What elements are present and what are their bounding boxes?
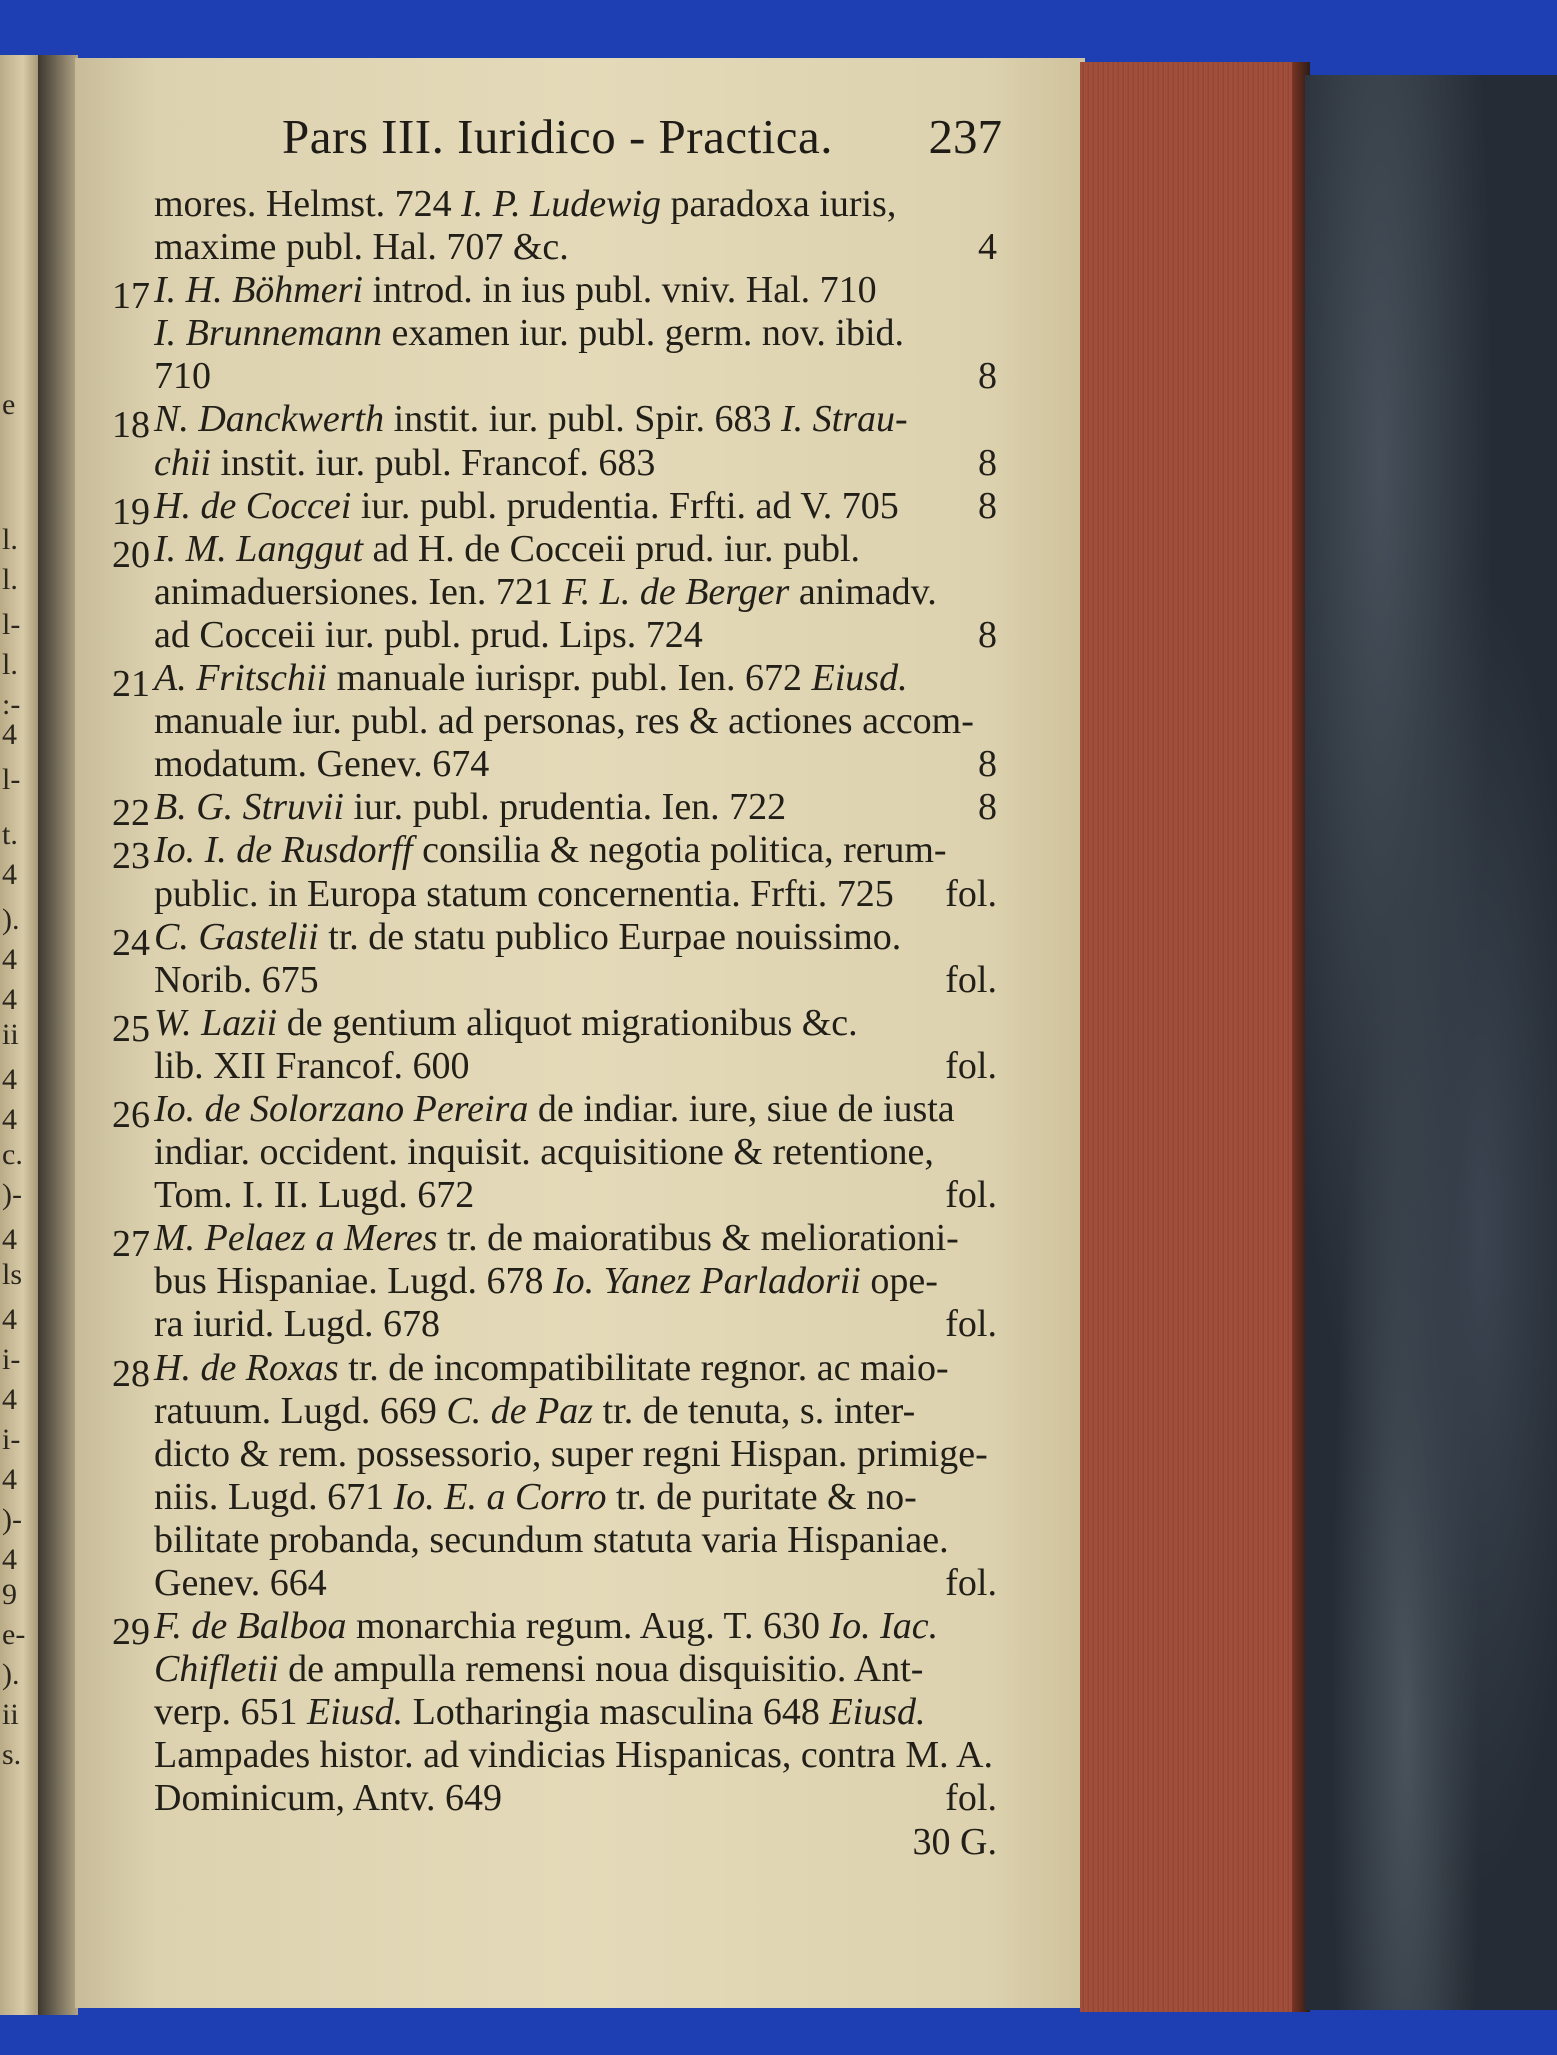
text-segment: manuale iur. publ. ad personas, res & actiones accom- bbox=[154, 700, 974, 743]
text-segment: Norib. 675 bbox=[154, 958, 319, 1001]
text-segment: introd. in ius publ. vniv. Hal. 710 bbox=[362, 269, 877, 312]
text-line bbox=[112, 828, 997, 878]
line-text bbox=[154, 1733, 993, 1777]
text-segment: iur. publ. prudentia. Frfti. ad V. 705 bbox=[351, 484, 899, 527]
text-segment: tr. de incompatibilitate regnor. ac maio- bbox=[338, 1346, 949, 1389]
author-name: N. Danckwerth bbox=[154, 398, 385, 441]
header-title: Pars III. Iuridico - Practica. bbox=[282, 109, 834, 164]
text-segment: tr. de maioratibus & meliorationi- bbox=[437, 1217, 959, 1260]
entry-number: 27 bbox=[112, 1223, 150, 1266]
text-line bbox=[112, 1173, 997, 1216]
text-line bbox=[112, 1776, 997, 1819]
text-segment: Genev. 664 bbox=[154, 1562, 327, 1604]
left-fragment: l. bbox=[2, 523, 18, 556]
line-text bbox=[154, 1087, 955, 1131]
text-line bbox=[112, 1259, 997, 1302]
entry-number: 29 bbox=[112, 1611, 150, 1654]
line-text bbox=[154, 570, 937, 614]
line-text bbox=[154, 354, 211, 398]
line-text bbox=[154, 1044, 470, 1088]
text-segment: mores. Helmst. 724 bbox=[154, 183, 462, 225]
left-fragment: l. bbox=[2, 648, 18, 681]
text-line bbox=[112, 397, 997, 447]
page-fore-edge bbox=[1080, 62, 1310, 2012]
line-text bbox=[154, 1216, 959, 1260]
text-segment: de gentium aliquot migrationibus &c. bbox=[277, 1001, 858, 1044]
left-fragment: 4 bbox=[2, 1383, 17, 1416]
format-label: fol. bbox=[945, 1777, 997, 1820]
left-fragment: 4 bbox=[2, 943, 17, 976]
left-fragment: :- bbox=[2, 688, 21, 721]
format-label: 4 bbox=[978, 226, 997, 269]
text-line bbox=[112, 656, 997, 706]
text-segment: paradoxa iuris, bbox=[661, 183, 897, 225]
line-text bbox=[154, 1259, 938, 1303]
left-fragment: e- bbox=[2, 1618, 26, 1651]
text-segment: tr. de tenuta, s. inter- bbox=[593, 1389, 916, 1432]
text-line bbox=[112, 182, 997, 225]
line-text bbox=[154, 785, 786, 829]
author-name: C. de Paz bbox=[446, 1389, 594, 1432]
text-segment: Dominicum, Antv. 649 bbox=[154, 1777, 502, 1820]
left-fragment: ls bbox=[2, 1258, 23, 1291]
author-name: Io. Yanez Parladorii bbox=[552, 1260, 861, 1303]
left-fragment: 4 bbox=[2, 1063, 17, 1096]
text-line bbox=[112, 527, 997, 576]
format-label: fol. bbox=[945, 1174, 997, 1217]
text-line bbox=[112, 1389, 997, 1432]
left-fragment: )- bbox=[2, 1178, 22, 1211]
left-fragment: ). bbox=[2, 1658, 20, 1691]
entry-number: 23 bbox=[112, 835, 150, 878]
text-segment: ope- bbox=[860, 1260, 938, 1303]
text-segment: ad Cocceii iur. publ. prud. Lips. 724 bbox=[154, 613, 703, 656]
text-line bbox=[112, 742, 997, 785]
author-name: I. P. Ludewig bbox=[461, 183, 662, 225]
left-fragment: l- bbox=[2, 763, 21, 796]
left-fragment: 4 bbox=[2, 1303, 17, 1336]
text-line bbox=[112, 785, 997, 835]
left-fragment: 4 bbox=[2, 1463, 17, 1496]
text-line bbox=[112, 613, 997, 656]
line-text bbox=[154, 1432, 988, 1476]
format-label: fol. bbox=[945, 958, 997, 1001]
line-text bbox=[154, 1604, 938, 1648]
author-name: C. Gastelii bbox=[154, 915, 319, 958]
line-text bbox=[154, 441, 655, 485]
author-name: I. M. Langgut bbox=[154, 527, 363, 570]
author-name: A. Fritschii bbox=[154, 657, 328, 700]
text-segment: maxime publ. Hal. 707 &c. bbox=[154, 226, 569, 269]
left-fragment: 4 bbox=[2, 1103, 17, 1136]
text-line bbox=[112, 1216, 997, 1266]
text-segment: ad H. de Cocceii prud. iur. publ. bbox=[363, 527, 861, 570]
bibliography-text bbox=[112, 182, 997, 1863]
line-text bbox=[154, 311, 904, 355]
text-line bbox=[112, 1475, 997, 1518]
text-segment: ratuum. Lugd. 669 bbox=[154, 1389, 447, 1432]
entry-number: 20 bbox=[112, 533, 150, 576]
text-segment: animadv. bbox=[789, 570, 937, 613]
entry-number: 25 bbox=[112, 1007, 150, 1050]
entry-number: 26 bbox=[112, 1093, 150, 1136]
left-fragment: ii bbox=[2, 1018, 19, 1051]
line-text bbox=[154, 268, 877, 312]
text-line bbox=[112, 311, 997, 354]
text-segment: public. in Europa statum concernentia. Frfti. 725 bbox=[154, 872, 894, 915]
text-segment: manuale iurispr. publ. Ien. 672 bbox=[327, 657, 812, 700]
text-segment: tr. de puritate & no- bbox=[606, 1475, 917, 1518]
line-text bbox=[154, 1561, 327, 1605]
text-segment: lib. XII Francof. 600 bbox=[154, 1044, 470, 1087]
entry-number: 21 bbox=[112, 663, 150, 706]
format-label: fol. bbox=[945, 872, 997, 915]
text-segment: tr. de statu publico Eurpae nouissimo. bbox=[318, 915, 902, 958]
line-text bbox=[154, 1647, 923, 1691]
left-fragment: ii bbox=[2, 1698, 19, 1731]
line-text bbox=[154, 1130, 934, 1174]
author-name: I. H. Böhmeri bbox=[154, 269, 363, 312]
author-name: Eiusd. bbox=[829, 1691, 926, 1734]
text-segment: dicto & rem. possessorio, super regni Hispan. primige- bbox=[154, 1432, 988, 1475]
left-fragment: 4 bbox=[2, 858, 17, 891]
left-fragment: )- bbox=[2, 1503, 22, 1536]
line-text bbox=[154, 1302, 440, 1346]
running-header bbox=[282, 108, 1002, 178]
line-text bbox=[154, 742, 489, 786]
text-line bbox=[112, 268, 997, 318]
entry-number: 22 bbox=[112, 792, 150, 835]
line-text bbox=[154, 1346, 949, 1390]
text-segment: iur. publ. prudentia. Ien. 722 bbox=[343, 786, 787, 829]
author-name: Io. Iac. bbox=[829, 1605, 939, 1648]
left-page-edge bbox=[0, 55, 38, 2015]
text-line bbox=[112, 1647, 997, 1690]
text-segment: ra iurid. Lugd. 678 bbox=[154, 1303, 441, 1346]
text-line bbox=[112, 699, 997, 742]
line-text bbox=[154, 1389, 915, 1433]
format-label: fol. bbox=[945, 1303, 997, 1346]
author-name: Io. I. de Rusdorff bbox=[154, 829, 413, 872]
book-cover bbox=[1305, 75, 1557, 2010]
text-line bbox=[112, 915, 997, 964]
author-name: M. Pelaez a Meres bbox=[154, 1217, 438, 1260]
author-name: Eiusd. bbox=[811, 657, 908, 700]
author-name: Io. de Solorzano Pereira bbox=[154, 1087, 529, 1130]
text-segment: indiar. occident. inquisit. acquisitione & retentione, bbox=[154, 1131, 934, 1174]
catchword: 30 G. bbox=[912, 1820, 997, 1863]
text-segment: consilia & negotia politica, rerum- bbox=[412, 829, 947, 872]
entry-number: 18 bbox=[112, 404, 150, 447]
left-fragment: 4 bbox=[2, 718, 17, 751]
text-line bbox=[112, 354, 997, 397]
text-segment: niis. Lugd. 671 bbox=[154, 1475, 394, 1518]
text-line bbox=[112, 1518, 997, 1561]
line-text bbox=[154, 484, 899, 528]
left-fragment: i- bbox=[2, 1423, 21, 1456]
left-fragment: c. bbox=[2, 1138, 23, 1171]
author-name: B. G. Struvii bbox=[154, 786, 344, 829]
text-line bbox=[112, 1044, 997, 1087]
line-text bbox=[154, 527, 860, 571]
text-line bbox=[112, 1130, 997, 1173]
text-line bbox=[112, 958, 997, 1001]
text-segment: examen iur. publ. germ. nov. ibid. bbox=[381, 312, 905, 355]
line-text bbox=[154, 958, 319, 1002]
line-text bbox=[154, 225, 569, 269]
format-label: 8 bbox=[978, 355, 997, 398]
author-name: Io. E. a Corro bbox=[393, 1475, 607, 1518]
author-name: F. de Balboa bbox=[154, 1605, 347, 1648]
line-text bbox=[154, 656, 908, 700]
entry-number: 17 bbox=[112, 275, 150, 318]
text-line bbox=[112, 1690, 997, 1733]
text-line bbox=[112, 1432, 997, 1475]
format-label: 8 bbox=[978, 613, 997, 656]
line-text bbox=[154, 182, 896, 226]
line-text bbox=[154, 1001, 858, 1045]
page-number: 237 bbox=[928, 109, 1002, 164]
format-label: 8 bbox=[978, 484, 997, 527]
catchword-line bbox=[112, 1820, 997, 1863]
text-line bbox=[112, 441, 997, 484]
text-segment: Lampades histor. ad vindicias Hispanicas, contra M. A. bbox=[154, 1734, 993, 1777]
line-text bbox=[154, 397, 908, 441]
text-segment: instit. iur. publ. Spir. 683 bbox=[384, 398, 782, 441]
left-fragment: t. bbox=[2, 818, 18, 851]
left-fragment: 4 bbox=[2, 1223, 17, 1256]
left-fragment: l. bbox=[2, 563, 18, 596]
line-text bbox=[154, 828, 947, 872]
line-text bbox=[154, 1518, 949, 1562]
text-segment: bilitate probanda, secundum statuta varia Hispaniae. bbox=[154, 1518, 949, 1561]
entry-number: 24 bbox=[112, 921, 150, 964]
text-segment: Tom. I. II. Lugd. 672 bbox=[154, 1174, 475, 1217]
text-line bbox=[112, 872, 997, 915]
author-name: Chifletii bbox=[154, 1648, 279, 1691]
text-segment: bus Hispaniae. Lugd. 678 bbox=[154, 1260, 553, 1303]
entry-number: 19 bbox=[112, 490, 150, 533]
left-fragment: l- bbox=[2, 608, 21, 641]
text-segment: Lotharingia masculina 648 bbox=[403, 1691, 830, 1734]
text-segment: de ampulla remensi noua disquisitio. Ant- bbox=[278, 1648, 924, 1691]
text-segment: animaduersiones. Ien. 721 bbox=[154, 570, 563, 613]
text-segment: modatum. Genev. 674 bbox=[154, 743, 490, 786]
line-text bbox=[154, 699, 974, 743]
format-label: fol. bbox=[945, 1044, 997, 1087]
book-gutter bbox=[38, 55, 78, 2015]
text-segment: 710 bbox=[154, 355, 211, 398]
text-line bbox=[112, 1001, 997, 1050]
left-fragment: 4 bbox=[2, 983, 17, 1016]
text-line bbox=[112, 1733, 997, 1776]
author-name: F. L. de Berger bbox=[562, 570, 790, 613]
line-text bbox=[154, 915, 901, 959]
text-line bbox=[112, 484, 997, 533]
author-name: Eiusd. bbox=[307, 1691, 404, 1734]
text-line bbox=[112, 570, 997, 613]
format-label: 8 bbox=[978, 743, 997, 786]
author-name: I. Brunnemann bbox=[154, 312, 382, 355]
left-page-fragments bbox=[0, 55, 34, 2015]
text-segment: de indiar. iure, siue de iusta bbox=[528, 1087, 955, 1130]
author-name: W. Lazii bbox=[154, 1001, 278, 1044]
line-text bbox=[154, 872, 894, 916]
text-line bbox=[112, 1346, 997, 1395]
author-name: H. de Roxas bbox=[154, 1346, 339, 1389]
text-segment: instit. iur. publ. Francof. 683 bbox=[210, 441, 656, 484]
line-text bbox=[154, 1173, 474, 1217]
left-fragment: ). bbox=[2, 903, 20, 936]
left-fragment: e bbox=[2, 388, 16, 421]
format-label: 8 bbox=[978, 441, 997, 484]
line-text bbox=[154, 1690, 926, 1734]
text-segment: monarchia regum. Aug. T. 630 bbox=[346, 1605, 830, 1648]
left-fragment: 4 bbox=[2, 1543, 17, 1576]
author-name: I. Strau- bbox=[781, 398, 908, 441]
author-name: H. de Coccei bbox=[154, 484, 352, 527]
entry-number: 28 bbox=[112, 1352, 150, 1395]
format-label: fol. bbox=[945, 1562, 997, 1604]
left-fragment: 9 bbox=[2, 1578, 17, 1611]
format-label: 8 bbox=[978, 786, 997, 829]
left-fragment: s. bbox=[2, 1738, 22, 1771]
line-text bbox=[154, 1776, 502, 1820]
line-text bbox=[154, 613, 703, 657]
author-name: chii bbox=[154, 441, 211, 484]
text-line bbox=[112, 1561, 997, 1604]
line-text bbox=[154, 1475, 917, 1519]
text-line bbox=[112, 225, 997, 268]
left-fragment: i- bbox=[2, 1343, 21, 1376]
text-line bbox=[112, 1604, 997, 1654]
text-line bbox=[112, 1087, 997, 1136]
text-line bbox=[112, 1302, 997, 1345]
text-segment: verp. 651 bbox=[154, 1691, 308, 1734]
